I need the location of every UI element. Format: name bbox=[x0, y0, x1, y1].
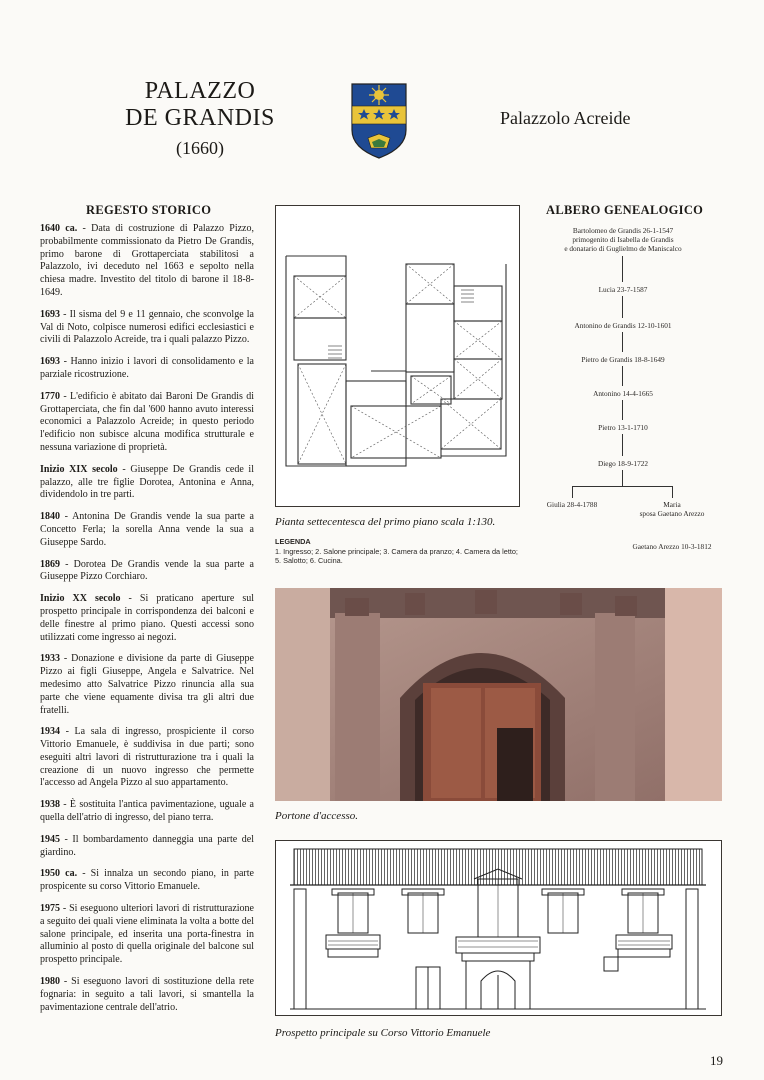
regesto-entry: 1980 - Si eseguono lavori di sostituzione della rete fognaria: in seguito a tali lavori, si smantella la pavimentazione centrale dell'atrio. bbox=[40, 976, 254, 1013]
page-number: 19 bbox=[710, 1053, 723, 1068]
regesto-entry: 1693 - Hanno inizio i lavori di consolidamento e la parziale ricostruzione. bbox=[40, 356, 254, 380]
regesto-entry: Inizio XIX secolo - Giuseppe De Grandis cede il palazzo, alle tre figlie Dorotea, Antonina e Anna, dividendolo in tre parti. bbox=[40, 463, 254, 501]
albero-heading: ALBERO GENEALOGICO bbox=[546, 203, 704, 217]
floor-plan-legend bbox=[275, 537, 525, 566]
elevation-caption: Prospetto principale su Corso Vittorio Emanuele bbox=[275, 1027, 491, 1039]
regesto-entry: 1840 - Antonina De Grandis vende la sua parte a Concetto Ferla; la sorella Anna vende la sua a Giuseppe Sardo. bbox=[40, 511, 254, 548]
title-line-1: PALAZZO bbox=[144, 78, 256, 104]
legend-title: LEGENDA bbox=[275, 537, 311, 546]
regesto-list bbox=[40, 223, 254, 1023]
title-year: (1660) bbox=[176, 138, 224, 158]
regesto-entry: Inizio XX secolo - Si praticano aperture sul prospetto principale in corrispondenza dei balconi e delle finestre al primo piano. Questi accessi sono utilizzati come ingresso ai negozi. bbox=[40, 593, 254, 643]
regesto-heading: REGESTO STORICO bbox=[86, 203, 212, 217]
tree-child-right: Maria sposa Gaetano Arezzo bbox=[639, 500, 705, 518]
regesto-entry: 1945 - Il bombardamento danneggia una parte del giardino. bbox=[40, 833, 254, 858]
tree-node: Antonino 14-4-1665 bbox=[593, 389, 653, 398]
tree-root: Bartolomeo de Grandis 26-1-1547 primogenito di Isabella de Grandis e donatario di Guglielmo de Maniscalco bbox=[564, 226, 682, 253]
tree-node: Lucia 23-7-1587 bbox=[598, 285, 648, 294]
title-line-2: DE GRANDIS bbox=[125, 105, 275, 131]
family-tree bbox=[528, 226, 728, 556]
tree-node: Antonino de Grandis 12-10-1601 bbox=[574, 321, 672, 330]
tree-child-left: Giulia 28-4-1788 bbox=[546, 500, 598, 509]
floor-plan-caption: Pianta settecentesca del primo piano scala 1:130. bbox=[275, 516, 496, 528]
place-name: Palazzolo Acreide bbox=[500, 108, 631, 128]
title-block bbox=[100, 78, 300, 159]
regesto-entry: 1693 - Il sisma del 9 e 11 gennaio, che sconvolge la Val di Noto, colpisce numerosi edifici ecclesiastici e civili di Palazzolo Acreide, tra i quali palazzo Pizzo. bbox=[40, 308, 254, 346]
regesto-entry: 1975 - Si eseguono ulteriori lavori di ristrutturazione a seguito dei quali viene eliminata la volta a botte del salone principale, ed inserita una porta-finestra in alluminio al posto di quella originale del balcone sul prospetto principale. bbox=[40, 903, 254, 966]
tree-node: Diego 18-9-1722 bbox=[597, 459, 649, 468]
legend-text: 1. Ingresso; 2. Salone principale; 3. Camera da pranzo; 4. Camera da letto; 5. Salotto; 6. Cucina. bbox=[275, 546, 518, 565]
portal-photo-caption: Portone d'accesso. bbox=[275, 810, 358, 822]
portal-photo bbox=[275, 588, 722, 801]
elevation-drawing bbox=[276, 841, 721, 1015]
regesto-entry: 1938 - È sostituita l'antica pavimentazione, uguale a quella dell'atrio di ingresso, del piano terra. bbox=[40, 799, 254, 824]
regesto-entry: 1934 - La sala di ingresso, prospiciente il corso Vittorio Emanuele, è suddivisa in due parti; sono eseguiti altri lavori di ristrutturazione tra i quali la creazione di un nuovo ingresso che permette l'accesso ad Angela Pizzo al suo appartamento. bbox=[40, 726, 254, 789]
tree-grandchild: Gaetano Arezzo 10-3-1812 bbox=[632, 542, 712, 551]
regesto-entry: 1933 - Donazione e divisione da parte di Giuseppe Pizzo ai figli Giuseppe, Angela e Salvatrice. Nel medesimo atto Salvatrice Pizzo rinuncia alla sua parte che viene equamente divisa tra gli altri due fratelli. bbox=[40, 653, 254, 716]
portal-photo-image bbox=[275, 588, 722, 801]
regesto-entry: 1869 - Dorotea De Grandis vende la sua parte a Giuseppe Pizzo Corchiaro. bbox=[40, 558, 254, 583]
regesto-entry: 1770 - L'edificio è abitato dai Baroni De Grandis di Grottaperciata, che fin dal '600 hanno avuto interessi economici a Palazzolo Acreide; in questo periodo l'edificio non subisce alcuna modifica strutturale e nessuna variazione di proprietà. bbox=[40, 390, 254, 453]
regesto-entry: 1950 ca. - Si innalza un secondo piano, in parte prospicente su corso Vittorio Emanuele. bbox=[40, 868, 254, 893]
elevation-figure bbox=[275, 840, 722, 1016]
tree-node: Pietro 13-1-1710 bbox=[598, 423, 648, 432]
regesto-entry: 1640 ca. - Data di costruzione di Palazzo Pizzo, probabilmente commissionato da Pietro De Grandis, primo barone di Grottaperciata stabilitosi a Palazzolo, ivi deceduto nel 1663 e sepolto nella chiesa madre. Investito del titolo di barone il 18-8-1649. bbox=[40, 223, 254, 298]
tree-node: Pietro de Grandis 18-8-1649 bbox=[581, 355, 665, 364]
coat-of-arms-icon bbox=[350, 82, 408, 162]
floor-plan-figure bbox=[275, 205, 520, 507]
floor-plan-drawing bbox=[276, 206, 519, 506]
